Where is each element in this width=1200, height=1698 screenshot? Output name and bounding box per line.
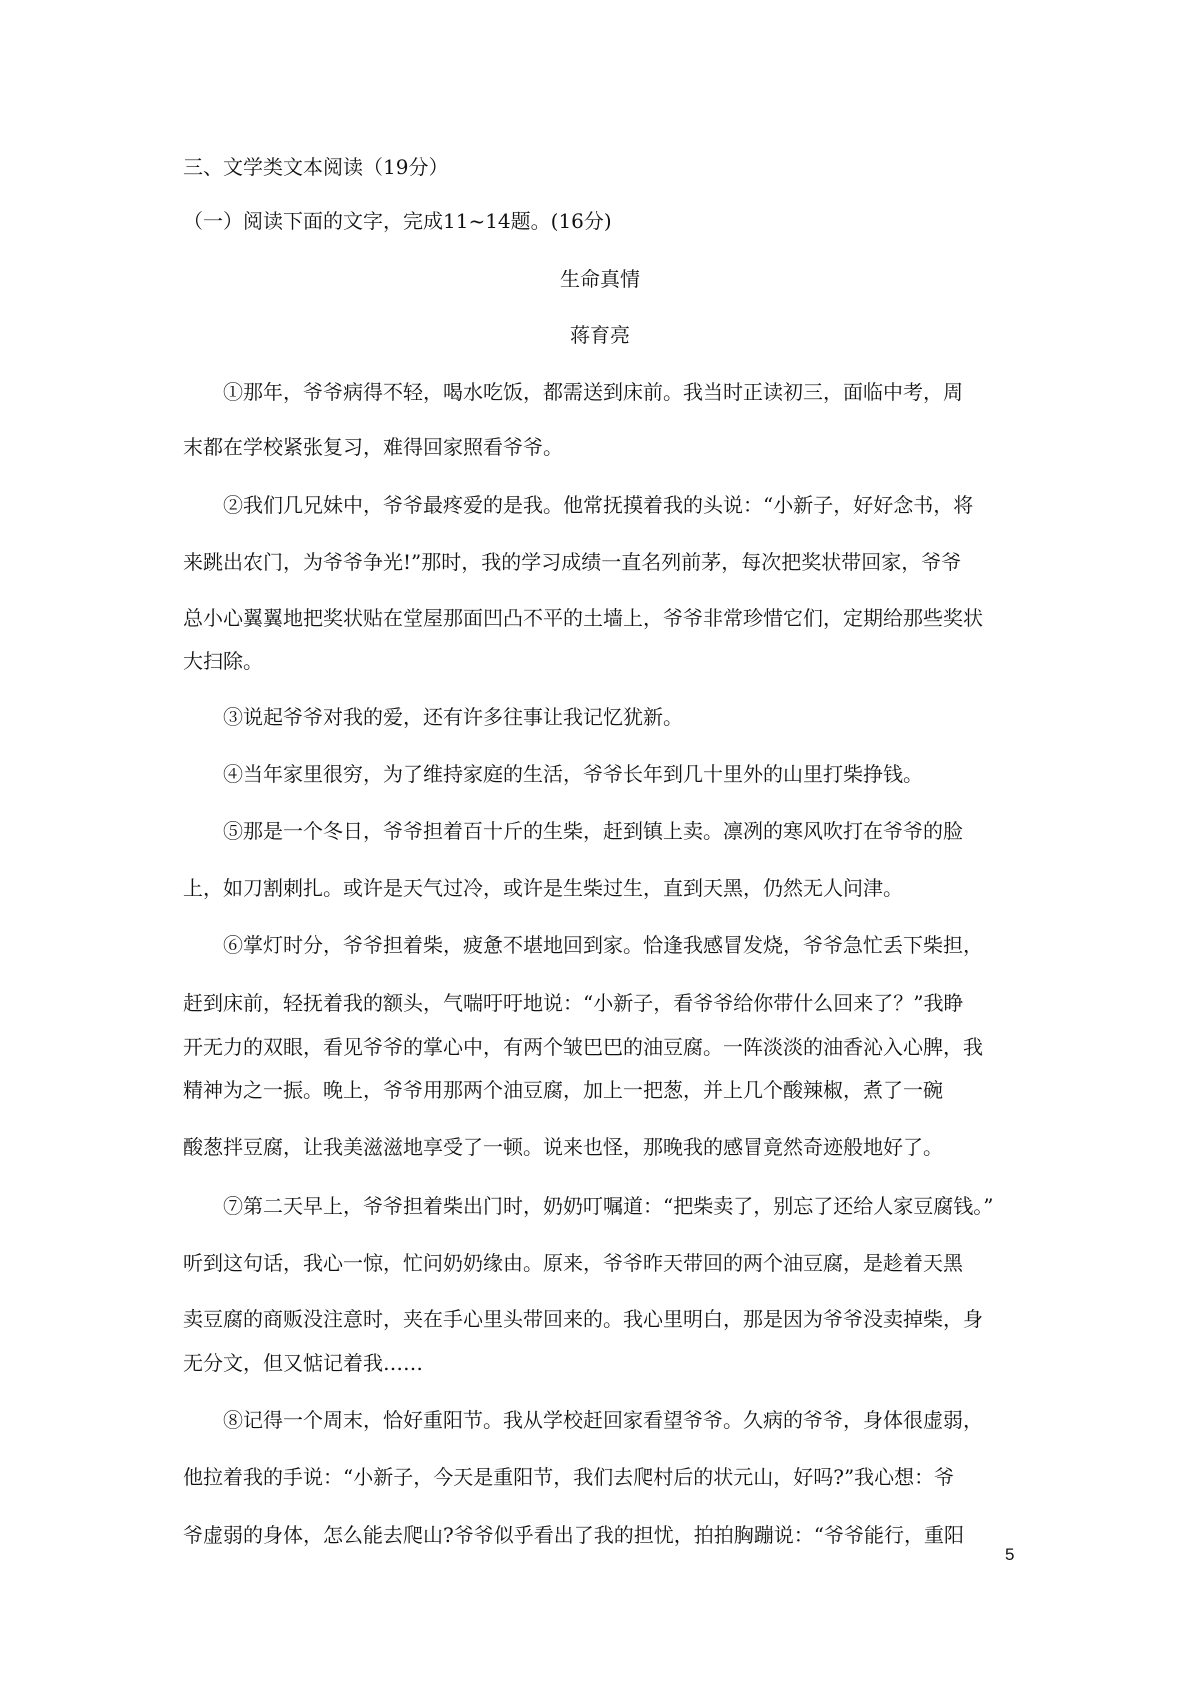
article-line: 开无力的双眼，看见爷爷的掌心中，有两个皱巴巴的油豆腐。一阵淡淡的油香沁入心脾，我 (183, 1035, 983, 1059)
article-title: 生命真情 (560, 267, 640, 291)
article-line: 末都在学校紧张复习，难得回家照看爷爷。 (183, 435, 563, 459)
article-line: 他拉着我的手说：“小新子，今天是重阳节，我们去爬村后的状元山，好吗?”我心想：爷 (183, 1465, 955, 1489)
article-line: ⑥掌灯时分，爷爷担着柴，疲惫不堪地回到家。恰逢我感冒发烧，爷爷急忙丢下柴担， (223, 933, 983, 957)
article-line: ④当年家里很穷，为了维持家庭的生活，爷爷长年到几十里外的山里打柴挣钱。 (223, 762, 923, 786)
article-line: 卖豆腐的商贩没注意时，夹在手心里头带回来的。我心里明白，那是因为爷爷没卖掉柴，身 (183, 1307, 983, 1331)
article-line: 听到这句话，我心一惊，忙问奶奶缘由。原来，爷爷昨天带回的两个油豆腐，是趁着天黑 (183, 1251, 963, 1275)
article-line: 爷虚弱的身体，怎么能去爬山?爷爷似乎看出了我的担忧，拍拍胸蹦说：“爷爷能行，重阳 (183, 1523, 964, 1547)
article-line: 来跳出农门，为爷爷争光!”那时，我的学习成绩一直名列前茅，每次把奖状带回家，爷爷 (183, 550, 962, 574)
article-line: 大扫除。 (183, 649, 263, 673)
article-line: 总小心翼翼地把奖状贴在堂屋那面凹凸不平的土墙上，爷爷非常珍惜它们，定期给那些奖状 (183, 606, 983, 630)
article-author: 蒋育亮 (570, 323, 630, 347)
article-line: 酸葱拌豆腐，让我美滋滋地享受了一顿。说来也怪，那晚我的感冒竟然奇迹般地好了。 (183, 1135, 943, 1159)
article-line: 无分文，但又惦记着我…… (183, 1351, 423, 1375)
article-line: 精神为之一振。晚上，爷爷用那两个油豆腐，加上一把葱，并上几个酸辣椒，煮了一碗 (183, 1078, 943, 1102)
article-line: 上，如刀割刺扎。或许是天气过冷，或许是生柴过生，直到天黑，仍然无人问津。 (183, 876, 903, 900)
article-line: ⑧记得一个周末，恰好重阳节。我从学校赶回家看望爷爷。久病的爷爷，身体很虚弱， (223, 1408, 983, 1432)
article-line: 赶到床前，轻抚着我的额头，气喘吁吁地说：“小新子，看爷爷给你带什么回来了？”我睁 (183, 991, 964, 1015)
section-heading: 三、文学类文本阅读（19分） (183, 155, 449, 179)
article-line: ⑦第二天早上，爷爷担着柴出门时，奶奶叮嘱道：“把柴卖了，别忘了还给人家豆腐钱。” (223, 1194, 994, 1218)
article-line: ②我们几兄妹中，爷爷最疼爱的是我。他常抚摸着我的头说：“小新子，好好念书，将 (223, 493, 974, 517)
article-line: ①那年，爷爷病得不轻，喝水吃饭，都需送到床前。我当时正读初三，面临中考，周 (223, 380, 963, 404)
article-line: ③说起爷爷对我的爱，还有许多往事让我记忆犹新。 (223, 705, 683, 729)
page-number: 5 (1005, 1545, 1015, 1564)
article-line: ⑤那是一个冬日，爷爷担着百十斤的生柴，赶到镇上卖。凛冽的寒风吹打在爷爷的脸 (223, 819, 963, 843)
subsection-heading: （一）阅读下面的文字，完成11~14题。(16分) (183, 209, 612, 233)
